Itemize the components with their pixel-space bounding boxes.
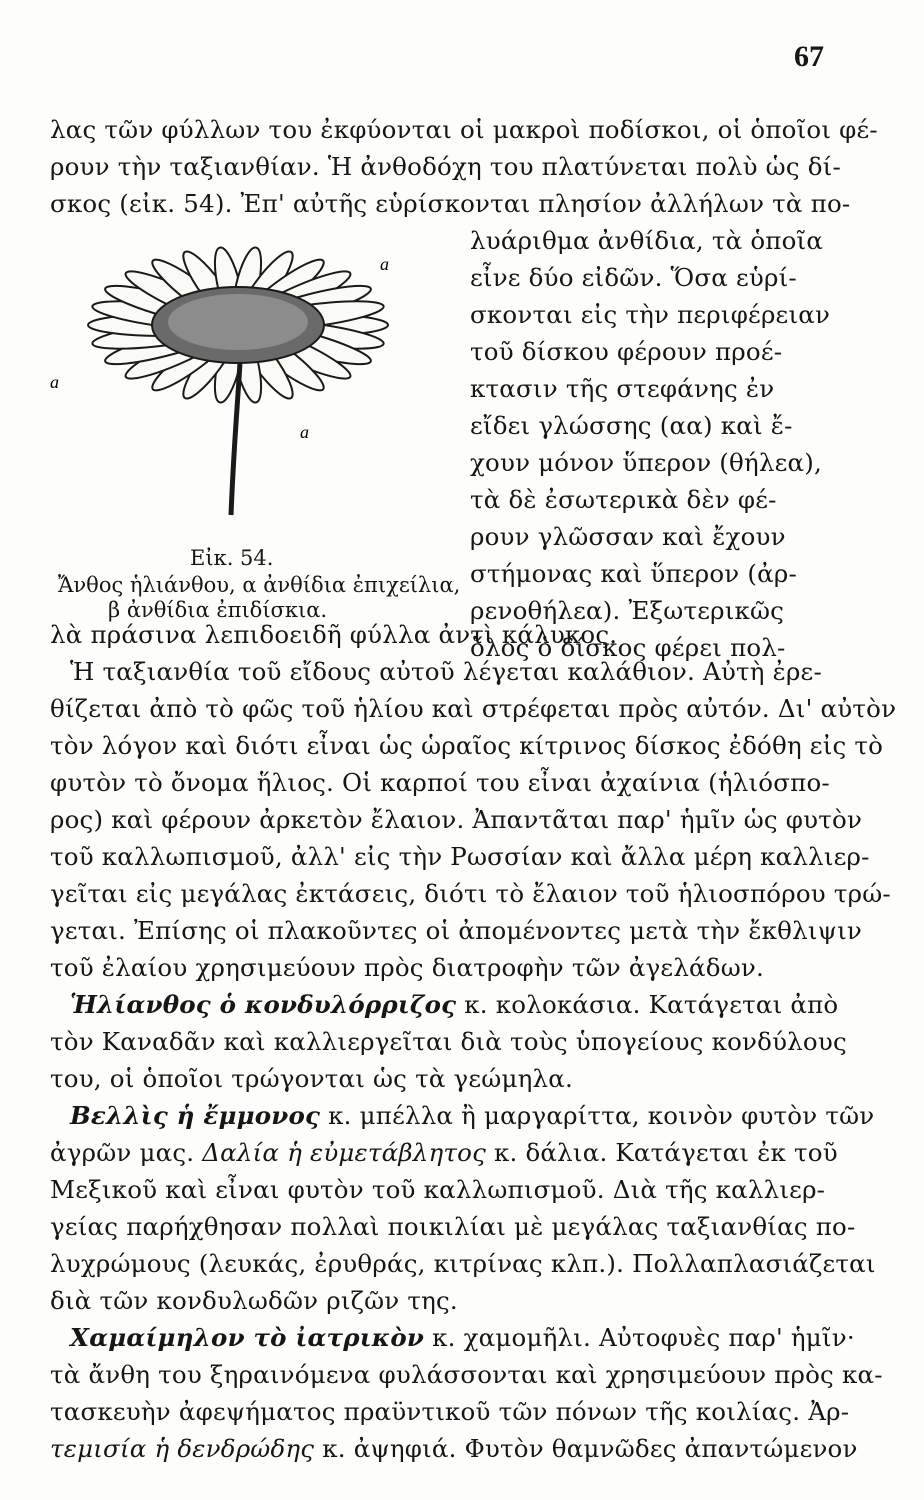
species-name: Δαλία ἡ εὐμετάβλητος: [202, 1138, 486, 1167]
text-line: λυάριθμα ἀνθίδια, τὰ ὁποῖα: [470, 226, 824, 255]
text-line: γεται. Ἐπίσης οἱ πλακοῦντες οἱ ἀπομένοντες μετὰ τὴν ἔκθλιψιν: [50, 916, 862, 945]
text-line: τασκευὴν ἀφεψήματος πραϋντικοῦ τῶν πόνων τῆς κοιλίας. Ἀρ-: [50, 1397, 850, 1426]
species-name: Βελλὶς ἡ ἔμμονος: [70, 1101, 321, 1130]
text-span: κ. δάλια. Κατάγεται ἐκ τοῦ: [486, 1138, 838, 1167]
text-line: γείας παρήχθησαν πολλαὶ ποικιλίαι μὲ μεγάλας ταξιανθίας πο-: [50, 1212, 856, 1241]
text-line: Ἡ ταξιανθία τοῦ εἴδους αὐτοῦ λέγεται καλάθιον. Αὐτὴ ἐρε-: [70, 657, 822, 686]
text-line: λας τῶν φύλλων του ἐκφύονται οἱ μακροὶ ποδίσκοι, οἱ ὁποῖοι φέ-: [50, 115, 878, 144]
figure-caption: β ἀνθίδια ἐπιδίσκια.: [108, 598, 328, 622]
text-line: λυχρώμους (λευκάς, ἐρυθράς, κιτρίνας κλπ.). Πολλαπλασιάζεται: [50, 1249, 876, 1278]
text-span: κ. κολοκάσια. Κατάγεται ἀπὸ: [456, 990, 839, 1019]
figure-caption-title: Εἰκ. 54.: [190, 546, 274, 570]
species-name: τεμισία ἡ δενδρώδης: [50, 1434, 315, 1463]
text-line: κτασιν τῆς στεφάνης ἐν: [470, 374, 775, 403]
text-line: τὰ ἄνθη του ξηραινόμενα φυλάσσονται καὶ χρησιμεύουν πρὸς κα-: [50, 1360, 883, 1389]
text-line: [70, 990, 839, 1019]
text-line: στήμονας καὶ ὕπερον (ἀρ-: [470, 559, 797, 588]
figure-caption: Ἄνθος ἡλιάνθου, α ἀνθίδια ἐπιχείλια,: [58, 573, 461, 597]
text-line: Μεξικοῦ καὶ εἶναι φυτὸν τοῦ καλλωπισμοῦ. Διὰ τῆς καλλιερ-: [50, 1175, 826, 1204]
text-line: ρος) καὶ φέρουν ἀρκετὸν ἔλαιον. Ἀπαντᾶται παρ' ἡμῖν ὡς φυτὸν: [50, 805, 863, 834]
text-line: φυτὸν τὸ ὄνομα ἥλιος. Οἱ καρποί του εἶναι ἀχαίνια (ἡλιόσπο-: [50, 768, 830, 797]
text-line: [50, 1138, 838, 1167]
text-line: τοῦ καλλωπισμοῦ, ἀλλ' εἰς τὴν Ρωσσίαν καὶ ἄλλα μέρη καλλιερ-: [50, 842, 870, 871]
text-line: τὰ δὲ ἐσωτερικὰ δὲν φέ-: [470, 485, 777, 514]
text-line: διὰ τῶν κονδυλωδῶν ριζῶν της.: [50, 1286, 458, 1315]
sunflower-illustration: [48, 240, 448, 530]
figure-label: a: [300, 422, 309, 442]
text-line: ὅλος ὁ δίσκος φέρει πολ-: [470, 633, 786, 662]
text-line: ρουν γλῶσσαν καὶ ἔχουν: [470, 522, 786, 551]
text-line: [70, 1101, 875, 1130]
text-line: σκος (εἰκ. 54). Ἐπ' αὐτῆς εὑρίσκονται πλησίον ἀλλήλων τὰ πο-: [50, 189, 851, 218]
text-line: [50, 1434, 858, 1463]
text-line: τὸν Καναδᾶν καὶ καλλιεργεῖται διὰ τοὺς ὑπογείους κονδύλους: [50, 1027, 847, 1056]
text-line: σκονται εἰς τὴν περιφέρειαν: [470, 300, 831, 329]
figure-label: a: [50, 372, 59, 392]
text-span: κ. χαμομῆλι. Αὐτοφυὲς παρ' ἡμῖν·: [424, 1323, 855, 1352]
page-number: 67: [794, 40, 824, 73]
text-line: ρενοθήλεα). Ἐξωτερικῶς: [470, 596, 785, 625]
text-line: εἴδει γλώσσης (αα) καὶ ἔ-: [470, 411, 793, 440]
text-span: κ. μπέλλα ἢ μαργαρίττα, κοινὸν φυτὸν τῶν: [320, 1101, 875, 1130]
text-span: κ. ἀψηφιά. Φυτὸν θαμνῶδες ἀπαντώμενον: [314, 1434, 858, 1463]
text-line: τοῦ ἐλαίου χρησιμεύουν πρὸς διατροφὴν τῶν ἀγελάδων.: [50, 953, 765, 982]
text-line: τὸν λόγον καὶ διότι εἶναι ὡς ὡραῖος κίτρινος δίσκος ἐδόθη εἰς τὸ: [50, 731, 884, 760]
text-line: χουν μόνον ὕπερον (θήλεα),: [470, 448, 822, 477]
text-line: [70, 1323, 855, 1352]
flower-disc-inner: [168, 294, 308, 350]
text-line: ρουν τὴν ταξιανθίαν. Ἡ ἀνθοδόχη του πλατύνεται πολὺ ὡς δί-: [50, 152, 841, 181]
text-line: γεῖται εἰς μεγάλας ἐκτάσεις, διότι τὸ ἔλαιον τοῦ ἡλιοσπόρου τρώ-: [50, 879, 891, 908]
text-line: λὰ πράσινα λεπιδοειδῆ φύλλα ἀντὶ κάλυκος.: [50, 620, 618, 649]
figure-label: a: [380, 254, 389, 274]
text-line: τοῦ δίσκου φέρουν προέ-: [470, 337, 783, 366]
species-name: Χαμαίμηλον τὸ ἰατρικὸν: [70, 1323, 425, 1352]
text-line: θίζεται ἀπὸ τὸ φῶς τοῦ ἡλίου καὶ στρέφεται πρὸς αὐτόν. Δι' αὐτὸν: [50, 694, 897, 723]
text-line: του, οἱ ὁποῖοι τρώγονται ὡς τὰ γεώμηλα.: [50, 1064, 573, 1093]
text-span: ἀγρῶν μας.: [50, 1138, 203, 1167]
species-name: Ἡλίανθος ὁ κονδυλόρριζος: [70, 990, 457, 1019]
text-line: εἶνε δύο εἰδῶν. Ὅσα εὑρί-: [470, 263, 797, 292]
